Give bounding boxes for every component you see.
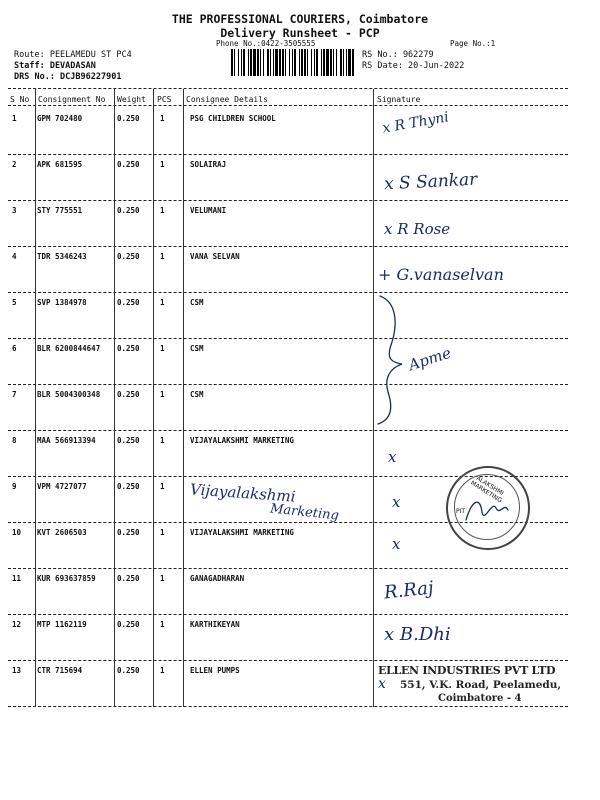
- handwritten-consignee-line2: Marketing: [269, 501, 340, 524]
- row-consignment-no: STY 775551: [37, 206, 83, 215]
- row-consignment-no: GPM 702480: [37, 114, 83, 123]
- row-consignee: CSM: [190, 344, 204, 353]
- row-pcs: 1: [160, 298, 165, 307]
- stamp-address-line1: 551, V.K. Road, Peelamedu,: [400, 679, 562, 691]
- row-separator: [8, 430, 568, 431]
- row-pcs: 1: [160, 482, 165, 491]
- row-sno: 5: [12, 298, 17, 307]
- row-pcs: 1: [160, 114, 165, 123]
- staff-label: Staff: DEVADASAN: [14, 61, 96, 71]
- row-consignment-no: MTP 1162119: [37, 620, 87, 629]
- runsheet-title: Delivery Runsheet - PCP: [220, 26, 380, 40]
- row-pcs: 1: [160, 666, 165, 675]
- row-consignee: KARTHIKEYAN: [190, 620, 240, 629]
- row-pcs: 1: [160, 252, 165, 261]
- row-consignment-no: VPM 4727077: [37, 482, 87, 491]
- col-header-weight: Weight: [117, 95, 146, 104]
- company-stamp: [378, 664, 578, 704]
- row-sno: 8: [12, 436, 17, 445]
- row-consignment-no: CTR 715694: [37, 666, 83, 675]
- row-consignee: VIJAYALAKSHMI MARKETING: [190, 436, 294, 445]
- row-pcs: 1: [160, 574, 165, 583]
- row-separator: [8, 568, 568, 569]
- cross-mark: x: [378, 676, 386, 692]
- route-label: Route: PEELAMEDU ST PC4: [14, 50, 132, 60]
- row-separator: [8, 246, 568, 247]
- row-consignment-no: APK 681595: [37, 160, 83, 169]
- row-sno: 12: [12, 620, 22, 629]
- table-top-rule: [8, 88, 568, 89]
- signature-row-1: x R Thyni: [381, 109, 450, 137]
- signature-row-4: + G.vanaselvan: [378, 265, 504, 284]
- row-consignee: SOLAIRAJ: [190, 160, 227, 169]
- row-weight: 0.250: [117, 206, 140, 215]
- row-consignee: GANAGADHARAN: [190, 574, 245, 583]
- row-sno: 11: [12, 574, 22, 583]
- row-separator: [8, 200, 568, 201]
- signature-row-11: R.Raj: [383, 577, 435, 604]
- row-pcs: 1: [160, 160, 165, 169]
- row-sno: 3: [12, 206, 17, 215]
- row-consignee: VELUMANI: [190, 206, 227, 215]
- row-pcs: 1: [160, 206, 165, 215]
- row-sno: 6: [12, 344, 17, 353]
- row-weight: 0.250: [117, 344, 140, 353]
- row-weight: 0.250: [117, 482, 140, 491]
- row-weight: 0.250: [117, 528, 140, 537]
- company-title: THE PROFESSIONAL COURIERS, Coimbatore: [171, 12, 429, 26]
- row-sno: 2: [12, 160, 17, 169]
- barcode: [231, 49, 355, 76]
- row-sno: 4: [12, 252, 17, 261]
- row-consignee: VIJAYALAKSHMI MARKETING: [190, 528, 294, 537]
- row-sno: 7: [12, 390, 17, 399]
- row-weight: 0.250: [117, 574, 140, 583]
- seal-text-2: PIT: [456, 508, 466, 515]
- signature-csm: Apme: [406, 343, 454, 375]
- row-consignment-no: KVT 2606503: [37, 528, 87, 537]
- row-consignment-no: BLR 6200844647: [37, 344, 101, 353]
- row-consignment-no: TDR 5346243: [37, 252, 87, 261]
- col-header-pcs: PCS: [157, 95, 172, 104]
- row-sno: 10: [12, 528, 22, 537]
- signature-row-12: x B.Dhi: [384, 624, 451, 645]
- row-separator: [8, 706, 568, 707]
- row-weight: 0.250: [117, 390, 140, 399]
- row-consignee: VANA SELVAN: [190, 252, 240, 261]
- row-consignee: CSM: [190, 298, 204, 307]
- phone-number: Phone No.:0422-3505555: [216, 39, 316, 48]
- col-header-consignment: Consignment No: [38, 95, 106, 104]
- row-weight: 0.250: [117, 114, 140, 123]
- row-sno: 9: [12, 482, 17, 491]
- row-weight: 0.250: [117, 666, 140, 675]
- row-pcs: 1: [160, 436, 165, 445]
- row-separator: [8, 292, 568, 293]
- row-pcs: 1: [160, 344, 165, 353]
- seal-signature: [462, 490, 512, 530]
- row-separator: [8, 384, 568, 385]
- row-consignment-no: MAA 566913394: [37, 436, 96, 445]
- row-sno: 1: [12, 114, 17, 123]
- seal-text: ALAKSHMI MARKETING: [469, 474, 505, 505]
- stamp-address-line2: Coimbatore - 4: [438, 693, 522, 704]
- row-separator: [8, 154, 568, 155]
- handwritten-consignee-line1: Vijayalakshmi: [189, 480, 297, 506]
- signature-row-2: x S Sankar: [383, 169, 478, 195]
- row-weight: 0.250: [117, 298, 140, 307]
- row-separator: [8, 660, 568, 661]
- brace-mark: [372, 292, 412, 427]
- row-weight: 0.250: [117, 620, 140, 629]
- row-pcs: 1: [160, 620, 165, 629]
- signature-row-3: x R Rose: [384, 220, 451, 238]
- row-pcs: 1: [160, 390, 165, 399]
- row-weight: 0.250: [117, 252, 140, 261]
- page-number: Page No.:1: [450, 39, 496, 48]
- col-header-sno: S No: [10, 95, 30, 104]
- row-consignment-no: BLR 5004300348: [37, 390, 101, 399]
- stamp-company-name: ELLEN INDUSTRIES PVT LTD: [378, 664, 556, 677]
- row-separator: [8, 614, 568, 615]
- row-consignment-no: SVP 1384978: [37, 298, 87, 307]
- row-weight: 0.250: [117, 160, 140, 169]
- cross-mark: x: [392, 535, 401, 553]
- cross-mark: x: [392, 493, 401, 511]
- rs-number: RS No.: 962279: [362, 50, 434, 60]
- row-consignee: ELLEN PUMPS: [190, 666, 240, 675]
- col-header-consignee: Consignee Details: [186, 95, 268, 104]
- col-header-signature: Signature: [377, 95, 421, 104]
- header-bottom-rule: [8, 105, 568, 106]
- row-consignee: CSM: [190, 390, 204, 399]
- rs-date: RS Date: 20-Jun-2022: [362, 61, 465, 71]
- drs-number: DRS No.: DCJB96227901: [14, 72, 122, 82]
- row-separator: [8, 338, 568, 339]
- row-sno: 13: [12, 666, 22, 675]
- cross-mark: x: [388, 448, 397, 466]
- row-consignee: PSG CHILDREN SCHOOL: [190, 114, 276, 123]
- row-pcs: 1: [160, 528, 165, 537]
- row-consignment-no: KUR 693637859: [37, 574, 96, 583]
- row-weight: 0.250: [117, 436, 140, 445]
